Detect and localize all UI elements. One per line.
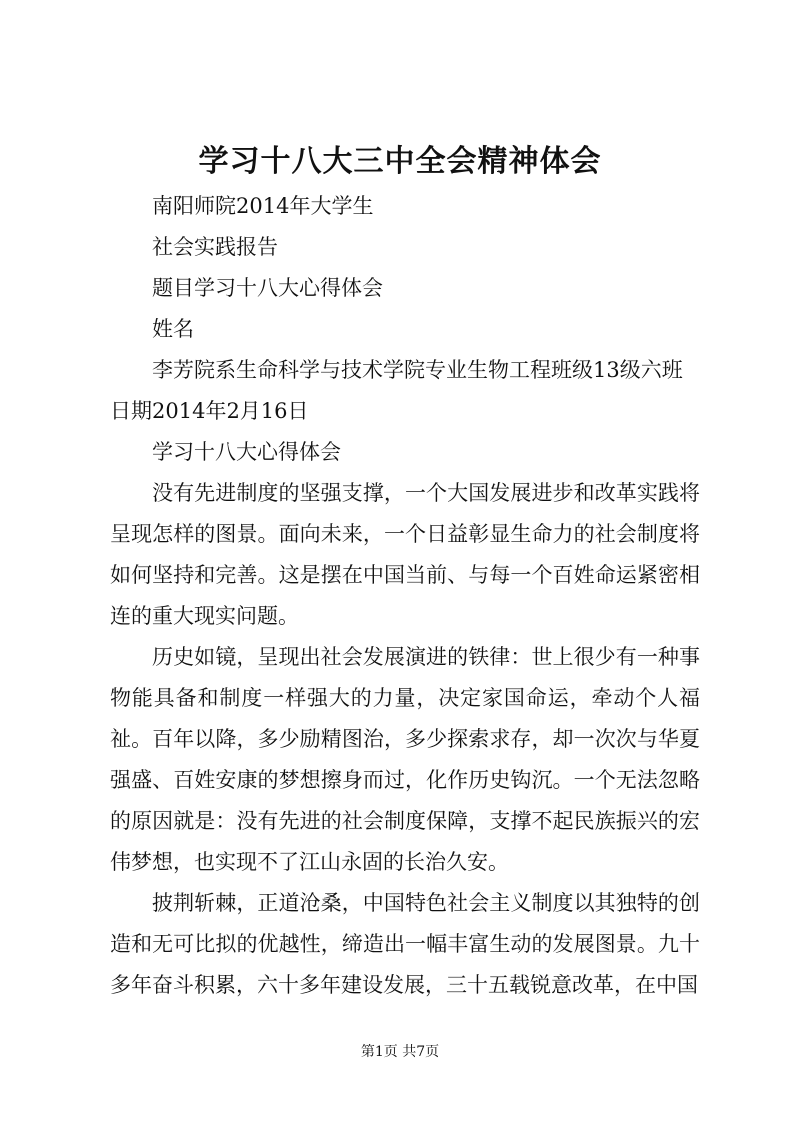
page-footer: 第1页 共7页	[360, 1044, 440, 1060]
topic-line: 题目学习十八大心得体会	[152, 276, 383, 300]
department-line: 李芳院系生命科学与技术学院专业生物工程班级13级六班	[152, 358, 683, 382]
paragraph-3: 披荆斩棘，正道沧桑，中国特色社会主义制度以其独特的创造和无可比拟的优越性，缔造出一幅丰富生动的发展图景。九十多年奋斗积累，六十多年建设发展，三十五载锐意改革，在中国	[110, 891, 700, 997]
document-body	[110, 186, 700, 1006]
date-line: 日期2014年2月16日	[110, 399, 309, 423]
school-line: 南阳师院2014年大学生	[152, 194, 374, 218]
document-title: 学习十八大三中全会精神体会	[198, 144, 602, 179]
name-line: 姓名	[152, 317, 194, 341]
paragraph-1: 没有先进制度的坚强支撑，一个大国发展进步和改革实践将呈现怎样的图景。面向未来，一个日益彰显生命力的社会制度将如何坚持和完善。这是摆在中国当前、与每一个百姓命运紧密相连的重大现实问题。	[110, 481, 700, 628]
report-type-line: 社会实践报告	[152, 235, 278, 259]
section-heading: 学习十八大心得体会	[152, 440, 341, 464]
paragraph-2: 历史如镜，呈现出社会发展演进的铁律：世上很少有一种事物能具备和制度一样强大的力量，决定家国命运，牵动个人福祉。百年以降，多少励精图治，多少探索求存，却一次次与华夏强盛、百姓安康的梦想擦身而过，化作历史钩沉。一个无法忽略的原因就是：没有先进的社会制度保障，支撑不起民族振兴的宏伟梦想，也实现不了江山永固的长治久安。	[110, 645, 700, 874]
